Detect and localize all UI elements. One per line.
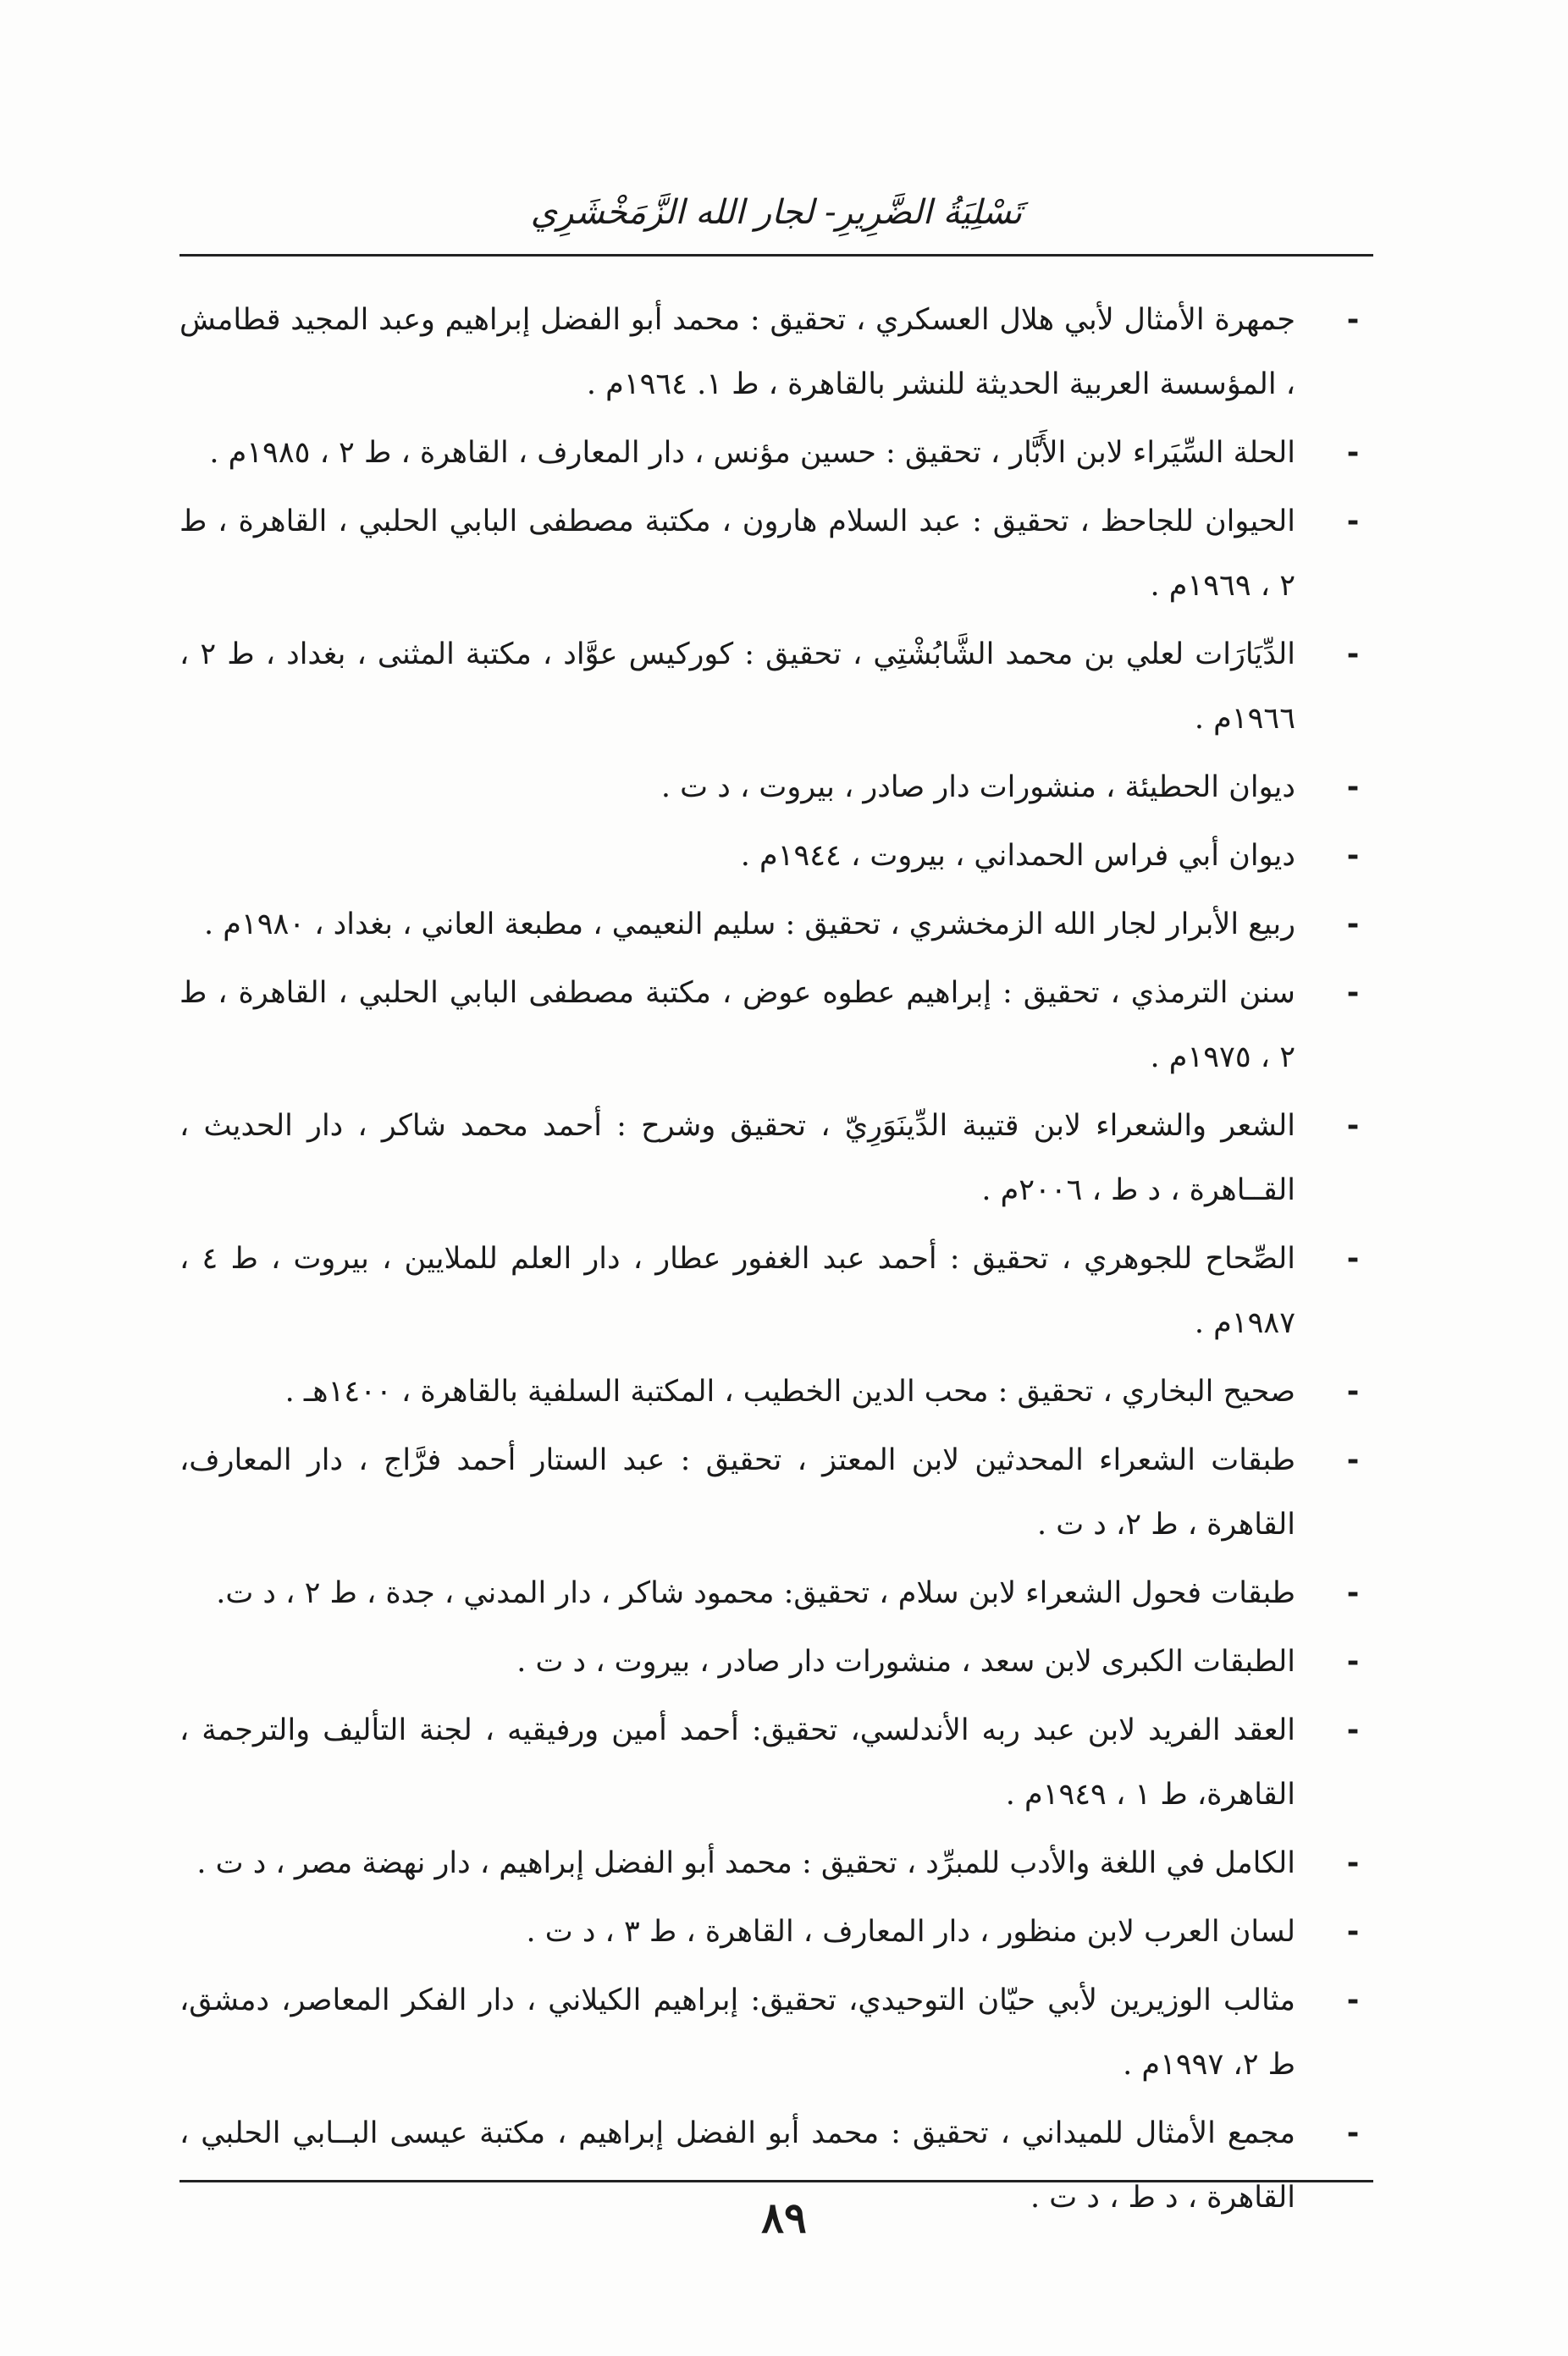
- bibliography-entry: [179, 1360, 1373, 1424]
- bullet-dash: -: [1346, 1576, 1360, 1610]
- bullet-dash: -: [1346, 637, 1360, 671]
- bullet-dash: -: [1346, 839, 1360, 873]
- bibliography-entry: [179, 961, 1373, 1090]
- entry-text: الشعر والشعراء لابن قتيبة الدِّينَوَرِيّ ، تحقيق وشرح : أحمد محمد شاكر ، دار الحديث ، القــاهرة ، د ط ، ٢٠٠٦م .: [179, 1109, 1295, 1207]
- bibliography-entry: [179, 755, 1373, 819]
- entry-text: الدِّيَارَات لعلي بن محمد الشَّابُشْتِي ، تحقيق : كوركيس عوَّاد ، مكتبة المثنى ، بغداد ، ط ٢ ، ١٩٦٦م .: [179, 637, 1296, 736]
- bibliography-entry: [179, 421, 1373, 485]
- entry-text: الحلة السِّيَراء لابن الأَبَّار ، تحقيق : حسين مؤنس ، دار المعارف ، القاهرة ، ط ٢ ، ١٩٨٥م .: [209, 436, 1295, 470]
- bibliography-entry: [179, 1900, 1373, 1964]
- entry-text: لسان العرب لابن منظور ، دار المعارف ، القاهرة ، ط ٣ ، د ت .: [526, 1915, 1295, 1949]
- bibliography-entry: [179, 1094, 1373, 1222]
- bibliography-entry: [179, 1227, 1373, 1355]
- entry-text: الكامل في اللغة والأدب للمبرِّد ، تحقيق : محمد أبو الفضل إبراهيم ، دار نهضة مصر ، د ت .: [196, 1846, 1295, 1880]
- bibliography-entry: [179, 1630, 1373, 1694]
- bibliography-entry: [179, 489, 1373, 618]
- bibliography-entry: [179, 1428, 1373, 1557]
- bullet-dash: -: [1346, 1242, 1360, 1276]
- bullet-dash: -: [1346, 1915, 1360, 1949]
- entry-text: العقد الفريد لابن عبد ربه الأندلسي، تحقيق: أحمد أمين ورفيقيه ، لجنة التأليف والترجمة ، القاهرة، ط ١ ، ١٩٤٩م .: [179, 1713, 1295, 1812]
- entry-text: الطبقات الكبرى لابن سعد ، منشورات دار صادر ، بيروت ، د ت .: [516, 1645, 1295, 1679]
- bullet-dash: -: [1346, 908, 1360, 941]
- bibliography-entry: [179, 1698, 1373, 1827]
- entry-text: طبقات فحول الشعراء لابن سلام ، تحقيق: محمود شاكر ، دار المدني ، جدة ، ط ٢ ، د ت.: [216, 1576, 1295, 1610]
- bullet-dash: -: [1346, 1645, 1360, 1679]
- bibliography-entry: [179, 1561, 1373, 1625]
- bullet-dash: -: [1346, 1375, 1360, 1409]
- bullet-dash: -: [1346, 1713, 1360, 1747]
- bullet-dash: -: [1346, 770, 1360, 804]
- bullet-dash: -: [1346, 976, 1360, 1010]
- bibliography-entry: [179, 892, 1373, 957]
- bibliography-entry: [179, 1831, 1373, 1895]
- entry-text: ربيع الأبرار لجار الله الزمخشري ، تحقيق : سليم النعيمي ، مطبعة العاني ، بغداد ، ١٩٨٠م .: [203, 908, 1295, 941]
- bullet-dash: -: [1346, 1984, 1360, 2017]
- page-number: ٨٩: [761, 2193, 807, 2243]
- bibliography-list: [179, 288, 1373, 2234]
- entry-text: ديوان الحطيئة ، منشورات دار صادر ، بيروت ، د ت .: [660, 770, 1295, 804]
- bullet-dash: -: [1346, 2116, 1360, 2150]
- bullet-dash: -: [1346, 505, 1360, 538]
- running-header: تَسْلِيَةُ الضَّرِيرِ- لجار الله الزَّمَخْشَرِي: [530, 193, 1023, 232]
- entry-text: الحيوان للجاحظ ، تحقيق : عبد السلام هارون ، مكتبة مصطفى البابي الحلبي ، القاهرة ، ط ٢ ، ١٩٦٩م .: [179, 505, 1295, 603]
- bullet-dash: -: [1346, 1846, 1360, 1880]
- bibliography-entry: [179, 1968, 1373, 2097]
- entry-text: سنن الترمذي ، تحقيق : إبراهيم عطوه عوض ، مكتبة مصطفى البابي الحلبي ، القاهرة ، ط ٢ ، ١٩٧٥م .: [179, 976, 1295, 1074]
- bullet-dash: -: [1346, 1109, 1360, 1143]
- entry-text: مثالب الوزيرين لأبي حيّان التوحيدي، تحقيق: إبراهيم الكيلاني ، دار الفكر المعاصر، دمشق، ط ٢، ١٩٩٧م .: [179, 1984, 1295, 2082]
- entry-text: جمهرة الأمثال لأبي هلال العسكري ، تحقيق : محمد أبو الفضل إبراهيم وعبد المجيد قطامش ، المؤسسة العربية الحديثة للنشر بالقاهرة ، ط ١. ١٩٦٤م .: [179, 303, 1295, 401]
- footer-rule: [179, 2180, 1373, 2182]
- bullet-dash: -: [1346, 303, 1360, 337]
- header-rule: [179, 254, 1373, 257]
- bibliography-entry: [179, 288, 1373, 417]
- entry-text: مجمع الأمثال للميداني ، تحقيق : محمد أبو الفضل إبراهيم ، مكتبة عيسى البــابي الحلبي ، القاهرة ، د ط ، د ت .: [179, 2116, 1295, 2215]
- entry-text: طبقات الشعراء المحدثين لابن المعتز ، تحقيق : عبد الستار أحمد فرَّاج ، دار المعارف، القاهرة ، ط ٢، د ت .: [179, 1443, 1295, 1542]
- bullet-dash: -: [1346, 436, 1360, 470]
- entry-text: الصِّحاح للجوهري ، تحقيق : أحمد عبد الغفور عطار ، دار العلم للملايين ، بيروت ، ط ٤ ، ١٩٨٧م .: [179, 1242, 1296, 1340]
- entry-text: ديوان أبي فراس الحمداني ، بيروت ، ١٩٤٤م .: [740, 839, 1295, 873]
- bullet-dash: -: [1346, 1443, 1360, 1477]
- entry-text: صحيح البخاري ، تحقيق : محب الدين الخطيب ، المكتبة السلفية بالقاهرة ، ١٤٠٠هـ .: [284, 1375, 1295, 1409]
- bibliography-entry: [179, 824, 1373, 888]
- bibliography-entry: [179, 622, 1373, 751]
